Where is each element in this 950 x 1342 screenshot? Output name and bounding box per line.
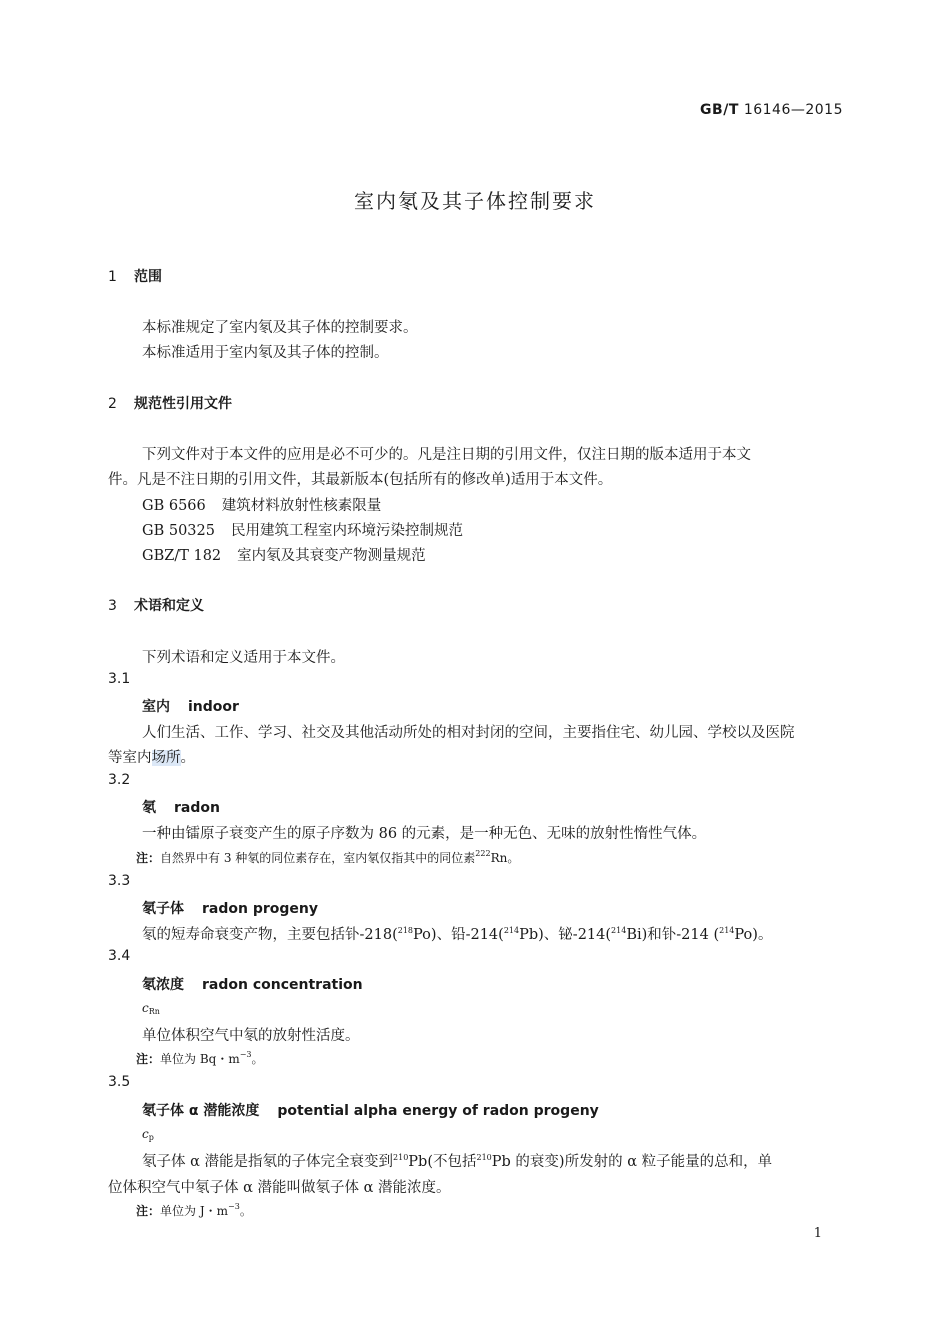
reference-code: GB 6566 bbox=[142, 498, 206, 514]
superscript: 214 bbox=[503, 926, 520, 935]
reference-item bbox=[142, 519, 463, 540]
note-text: 。 bbox=[251, 1052, 264, 1066]
definition-text: 等室内 bbox=[108, 750, 152, 766]
superscript: −3 bbox=[239, 1050, 252, 1059]
term-heading bbox=[142, 797, 220, 817]
paragraph: 件。凡是不注日期的引用文件，其最新版本(包括所有的修改单)适用于本文件。 bbox=[108, 472, 613, 488]
note-text: 单位为 J・m bbox=[160, 1204, 229, 1218]
section-number: 3 bbox=[108, 598, 117, 614]
note bbox=[136, 849, 519, 866]
superscript: 218 bbox=[397, 926, 414, 935]
symbol bbox=[142, 1127, 154, 1142]
definition: 位体积空气中氡子体 α 潜能叫做氡子体 α 潜能浓度。 bbox=[108, 1180, 451, 1196]
definition: 单位体积空气中氡的放射性活度。 bbox=[142, 1028, 360, 1044]
superscript: 214 bbox=[719, 926, 735, 935]
section-title: 规范性引用文件 bbox=[134, 396, 232, 412]
reference-title: 建筑材料放射性核素限量 bbox=[221, 498, 382, 514]
reference-title: 室内氡及其衰变产物测量规范 bbox=[237, 548, 426, 564]
term-zh: 氡子体 bbox=[142, 901, 184, 917]
term-en: indoor bbox=[188, 699, 239, 715]
reference-item bbox=[142, 494, 381, 515]
term-heading bbox=[142, 974, 363, 994]
reference-title: 民用建筑工程室内环境污染控制规范 bbox=[230, 523, 463, 539]
term-number: 3.1 bbox=[108, 671, 131, 687]
symbol bbox=[142, 1001, 160, 1016]
term-en: radon concentration bbox=[202, 977, 363, 993]
reference-code: GB 50325 bbox=[142, 523, 215, 539]
definition-text: Pb(不包括 bbox=[408, 1154, 477, 1170]
definition bbox=[108, 746, 195, 767]
note bbox=[136, 1202, 252, 1219]
definition-text: Pb)、铋-214( bbox=[519, 927, 612, 943]
paragraph: 下列术语和定义适用于本文件。 bbox=[142, 650, 345, 666]
term-en: potential alpha energy of radon progeny bbox=[277, 1103, 599, 1119]
highlighted-text: 场所 bbox=[151, 750, 181, 766]
note-label: 注： bbox=[136, 851, 161, 865]
definition-text: Po)、铅-214( bbox=[413, 927, 504, 943]
term-number: 3.3 bbox=[108, 873, 131, 889]
note-label: 注： bbox=[136, 1052, 161, 1066]
section-2-heading bbox=[108, 393, 232, 413]
superscript: 214 bbox=[611, 926, 627, 935]
term-zh: 氡浓度 bbox=[142, 977, 184, 993]
paragraph: 下列文件对于本文件的应用是必不可少的。凡是注日期的引用文件，仅注日期的版本适用于本文 bbox=[142, 447, 751, 463]
term-heading bbox=[142, 696, 239, 716]
section-title: 术语和定义 bbox=[134, 598, 204, 614]
standard-number: 16146—2015 bbox=[743, 102, 843, 118]
paragraph: 本标准规定了室内氡及其子体的控制要求。 bbox=[142, 320, 418, 336]
superscript: 210 bbox=[476, 1153, 492, 1162]
note-text: Rn。 bbox=[490, 851, 520, 865]
symbol-subscript: p bbox=[148, 1133, 154, 1142]
section-number: 1 bbox=[108, 269, 117, 285]
note-text: 自然界中有 3 种氡的同位素存在，室内氡仅指其中的同位素 bbox=[160, 851, 476, 865]
standard-prefix: GB/T bbox=[700, 102, 739, 118]
symbol-letter: c bbox=[142, 1127, 149, 1141]
term-en: radon progeny bbox=[202, 901, 318, 917]
definition: 一种由镭原子衰变产生的原子序数为 86 的元素，是一种无色、无味的放射性惰性气体。 bbox=[142, 826, 707, 842]
note-label: 注： bbox=[136, 1204, 161, 1218]
term-number: 3.2 bbox=[108, 772, 131, 788]
section-title: 范围 bbox=[134, 269, 162, 285]
note-text: 单位为 Bq・m bbox=[160, 1052, 240, 1066]
symbol-subscript: Rn bbox=[148, 1007, 160, 1016]
section-3-heading bbox=[108, 595, 204, 615]
paragraph: 本标准适用于室内氡及其子体的控制。 bbox=[142, 345, 389, 361]
definition bbox=[142, 1150, 772, 1171]
term-heading bbox=[142, 1100, 599, 1120]
definition: 人们生活、工作、学习、社交及其他活动所处的相对封闭的空间，主要指住宅、幼儿园、学校以及医院 bbox=[142, 725, 795, 741]
superscript: 222 bbox=[475, 849, 491, 858]
definition-text: 。 bbox=[180, 750, 195, 766]
section-number: 2 bbox=[108, 396, 117, 412]
definition-text: Bi)和钋-214 ( bbox=[626, 927, 720, 943]
symbol-letter: c bbox=[142, 1001, 149, 1015]
term-zh: 室内 bbox=[142, 699, 170, 715]
reference-code: GBZ/T 182 bbox=[142, 548, 222, 564]
document-title: 室内氡及其子体控制要求 bbox=[354, 189, 596, 213]
definition-text: 氡子体 α 潜能是指氡的子体完全衰变到 bbox=[142, 1154, 394, 1170]
section-1-heading bbox=[108, 266, 162, 286]
term-heading bbox=[142, 898, 318, 918]
reference-item bbox=[142, 544, 426, 565]
standard-header bbox=[700, 102, 843, 118]
term-en: radon bbox=[174, 800, 220, 816]
term-number: 3.4 bbox=[108, 948, 131, 964]
definition bbox=[142, 923, 772, 944]
superscript: −3 bbox=[228, 1202, 240, 1211]
definition-text: 氡的短寿命衰变产物，主要包括钋-218( bbox=[142, 927, 398, 943]
term-number: 3.5 bbox=[108, 1074, 131, 1090]
superscript: 210 bbox=[393, 1153, 409, 1162]
definition-text: Po)。 bbox=[734, 927, 773, 943]
term-zh: 氡子体 α 潜能浓度 bbox=[142, 1103, 260, 1119]
note bbox=[136, 1050, 264, 1067]
term-zh: 氡 bbox=[142, 800, 156, 816]
note-text: 。 bbox=[239, 1204, 252, 1218]
page-number: 1 bbox=[813, 1226, 822, 1241]
definition-text: Pb 的衰变)所发射的 α 粒子能量的总和，单 bbox=[491, 1154, 773, 1170]
